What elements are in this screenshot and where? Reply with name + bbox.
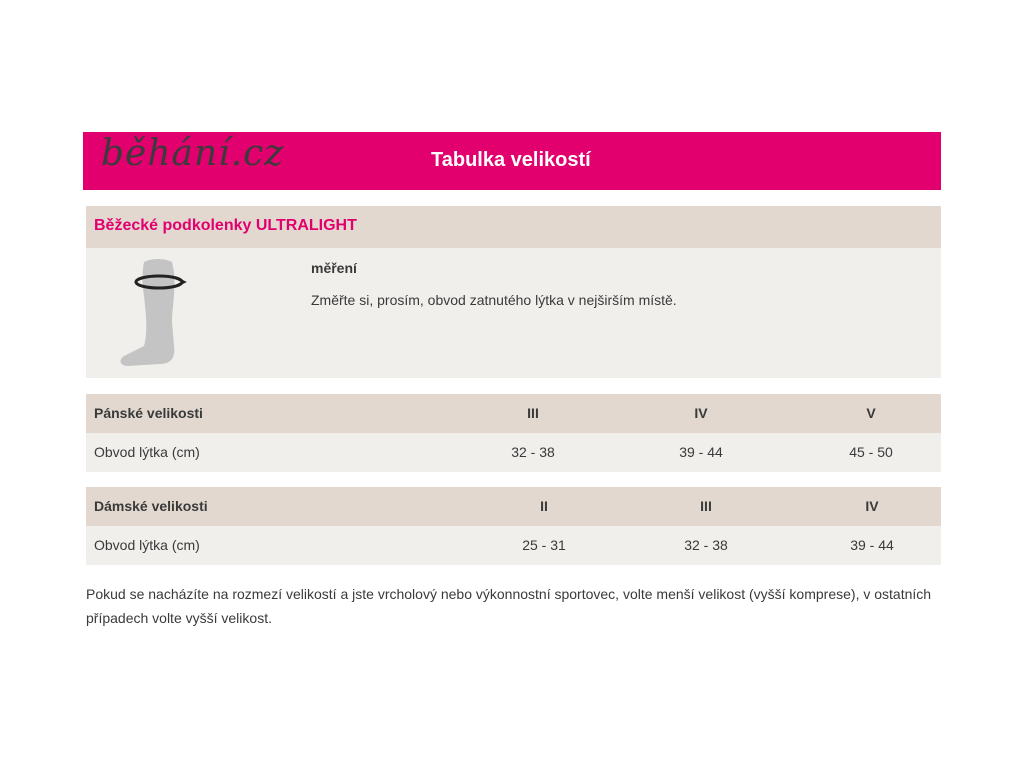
size-range: 39 - 44 <box>679 444 723 460</box>
women-size-table <box>86 487 941 565</box>
size-header: IV <box>865 498 879 514</box>
row-label: Obvod lýtka (cm) <box>94 444 200 460</box>
size-range: 25 - 31 <box>522 537 566 553</box>
site-logo: běhání.cz <box>101 133 285 174</box>
size-header: V <box>866 405 876 421</box>
measurement-section <box>86 248 941 378</box>
size-header: III <box>527 405 539 421</box>
table-row <box>86 433 941 472</box>
product-title: Běžecké podkolenky ULTRALIGHT <box>94 217 357 234</box>
measurement-instruction: Změřte si, prosím, obvod zatnutého lýtka v nejširším místě. <box>311 292 677 308</box>
men-sizes-label: Pánské velikosti <box>94 405 203 421</box>
size-range: 39 - 44 <box>850 537 894 553</box>
table-row <box>86 526 941 565</box>
row-label: Obvod lýtka (cm) <box>94 537 200 553</box>
table-header-row <box>86 487 941 526</box>
size-header: II <box>540 498 548 514</box>
size-range: 32 - 38 <box>511 444 555 460</box>
table-header-row <box>86 394 941 433</box>
sock-calf-measure-icon <box>114 256 194 368</box>
size-range: 45 - 50 <box>849 444 893 460</box>
size-header: IV <box>694 405 708 421</box>
header-banner <box>83 132 941 190</box>
measurement-label: měření <box>311 260 357 276</box>
page-title: Tabulka velikostí <box>431 149 591 171</box>
women-sizes-label: Dámské velikosti <box>94 498 208 514</box>
size-range: 32 - 38 <box>684 537 728 553</box>
sizing-note: Pokud se nacházíte na rozmezí velikostí a jste vrcholový nebo výkonnostní sportovec, volte menší velikost (vyšší komprese), v ostatních případech volte vyšší velikost. <box>86 586 932 626</box>
men-size-table <box>86 394 941 472</box>
size-header: III <box>700 498 712 514</box>
product-header <box>86 206 941 248</box>
